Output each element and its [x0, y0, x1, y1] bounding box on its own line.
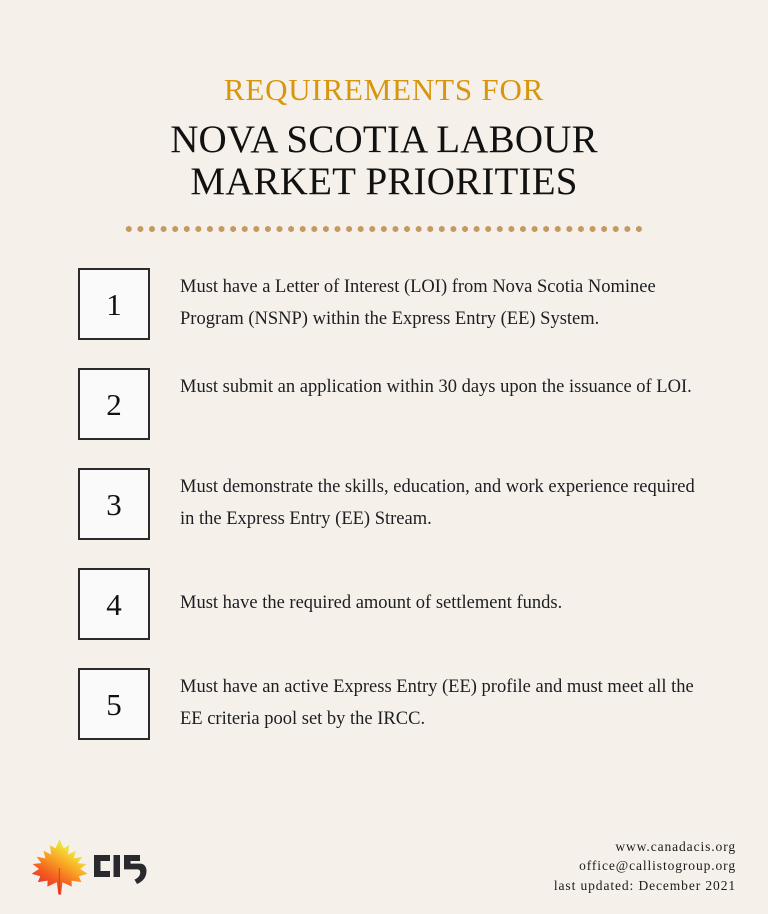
item-number-box: 5 — [78, 668, 150, 740]
item-text: Must have a Letter of Interest (LOI) from Nova Scotia Nominee Program (NSNP) within the Express Entry (EE) System. — [180, 277, 656, 329]
poster-footer — [0, 836, 768, 896]
item-text: Must demonstrate the skills, education, and work experience required in the Express Entry (EE) Stream. — [180, 477, 695, 529]
cis-wordmark-icon — [92, 846, 148, 886]
list-item — [0, 568, 768, 640]
email-text: office@callistogroup.org — [579, 858, 736, 874]
last-updated-text: last updated: December 2021 — [553, 877, 736, 893]
item-number-box: 3 — [78, 468, 150, 540]
requirements-list — [0, 268, 768, 768]
item-text: Must have the required amount of settlement funds. — [180, 593, 563, 614]
list-item — [0, 368, 768, 440]
list-item — [0, 668, 768, 740]
website-text: www.canadacis.org — [615, 838, 736, 854]
list-item — [0, 268, 768, 340]
maple-leaf-icon — [28, 836, 90, 896]
list-item — [0, 468, 768, 540]
page-title-line-1: NOVA SCOTIA LABOUR — [170, 118, 598, 161]
dotted-divider — [123, 226, 645, 232]
item-number-box: 2 — [78, 368, 150, 440]
header-kicker: REQUIREMENTS FOR — [223, 72, 545, 107]
item-text: Must submit an application within 30 days upon the issuance of LOI. — [180, 377, 692, 397]
item-number-box: 4 — [78, 568, 150, 640]
brand-logo — [28, 836, 148, 896]
dotted-divider-wrap — [0, 226, 768, 232]
item-number-box: 1 — [78, 268, 150, 340]
item-text: Must have an active Express Entry (EE) profile and must meet all the EE criteria pool set by the IRCC. — [180, 677, 694, 729]
page-title-line-2: MARKET PRIORITIES — [190, 159, 578, 203]
poster-header — [0, 0, 768, 232]
contact-info — [554, 837, 736, 896]
page-title — [0, 119, 768, 202]
